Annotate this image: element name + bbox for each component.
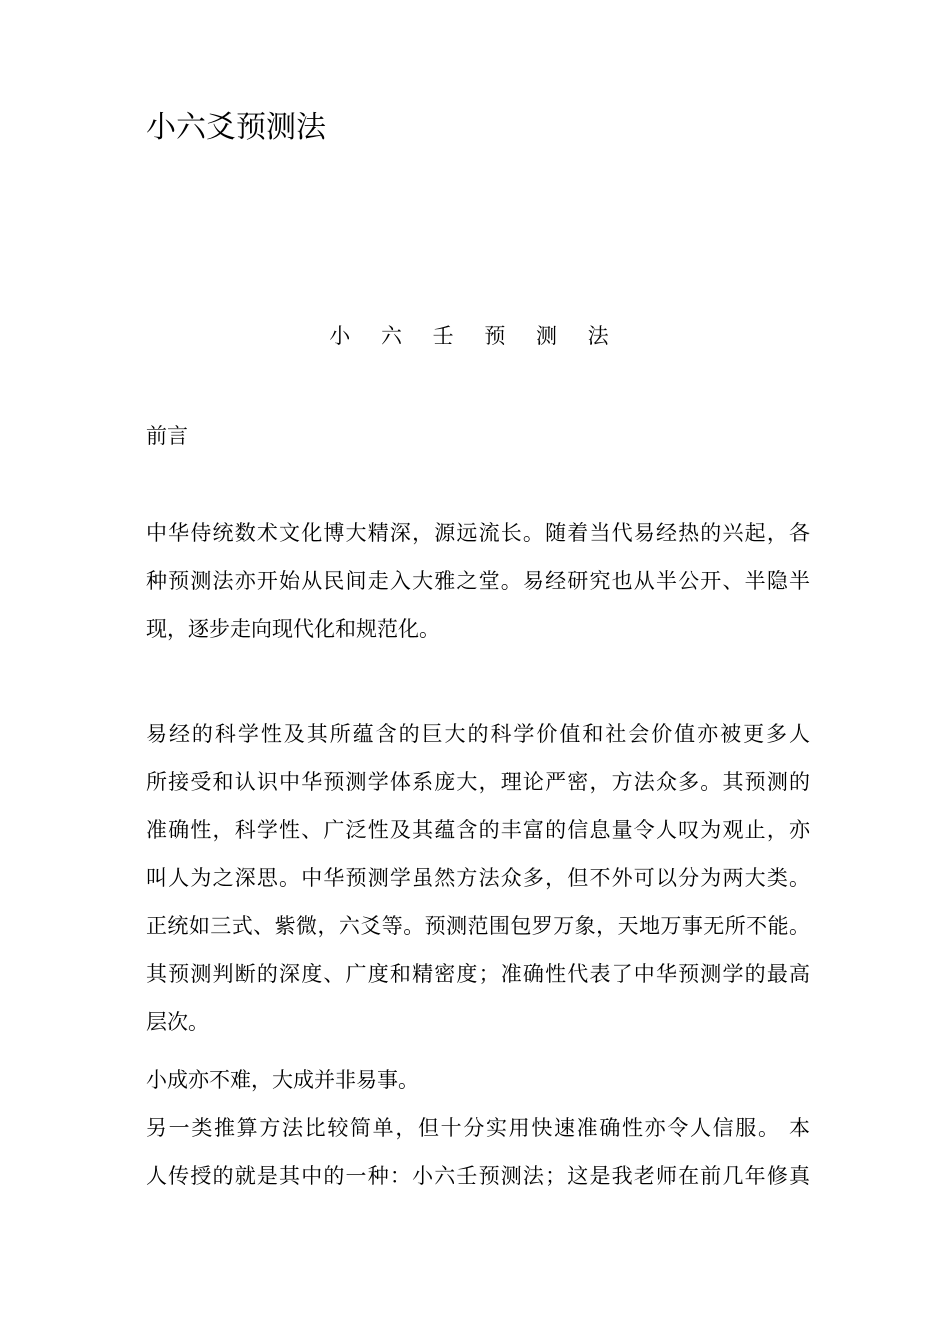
document-title: 小六爻预测法 xyxy=(146,110,326,145)
text-line: 正统如三式、紫微，六爻等。预测范围包罗万象，天地万事无所不能。 xyxy=(146,914,810,938)
paragraph-2 xyxy=(146,710,810,1046)
text-line: 小成亦不难，大成并非易事。 xyxy=(146,1068,419,1092)
paragraph-4 xyxy=(146,1104,810,1200)
text-line: 中华侍统数术文化博大精深，源远流长。随着当代易经热的兴起，各 xyxy=(146,521,810,545)
text-line: 现，逐步走向现代化和规范化。 xyxy=(146,617,440,641)
text-line: 易经的科学性及其所蕴含的巨大的科学价值和社会价值亦被更多人 xyxy=(146,722,810,746)
text-line: 人传授的就是其中的一种：小六壬预测法；这是我老师在前几年修真 xyxy=(146,1164,810,1188)
text-line: 叫人为之深思。中华预测学虽然方法众多，但不外可以分为两大类。 xyxy=(146,866,810,890)
paragraph-1 xyxy=(146,509,810,653)
text-line: 种预测法亦开始从民间走入大雅之堂。易经研究也从半公开、半隐半 xyxy=(146,569,810,593)
text-line: 准确性，科学性、广泛性及其蕴含的丰富的信息量令人叹为观止，亦 xyxy=(146,818,810,842)
text-line: 另一类推算方法比较简单，但十分实用快速准确性亦令人信服。 本 xyxy=(146,1116,810,1140)
text-line: 所接受和认识中华预测学体系庞大，理论严密，方法众多。其预测的 xyxy=(146,770,810,794)
document-subtitle: 小 六 壬 预 测 法 xyxy=(329,324,621,348)
paragraph-3 xyxy=(146,1056,810,1104)
section-heading: 前言 xyxy=(146,424,188,448)
text-line: 层次。 xyxy=(146,1010,209,1034)
text-line: 其预测判断的深度、广度和精密度；准确性代表了中华预测学的最高 xyxy=(146,962,810,986)
